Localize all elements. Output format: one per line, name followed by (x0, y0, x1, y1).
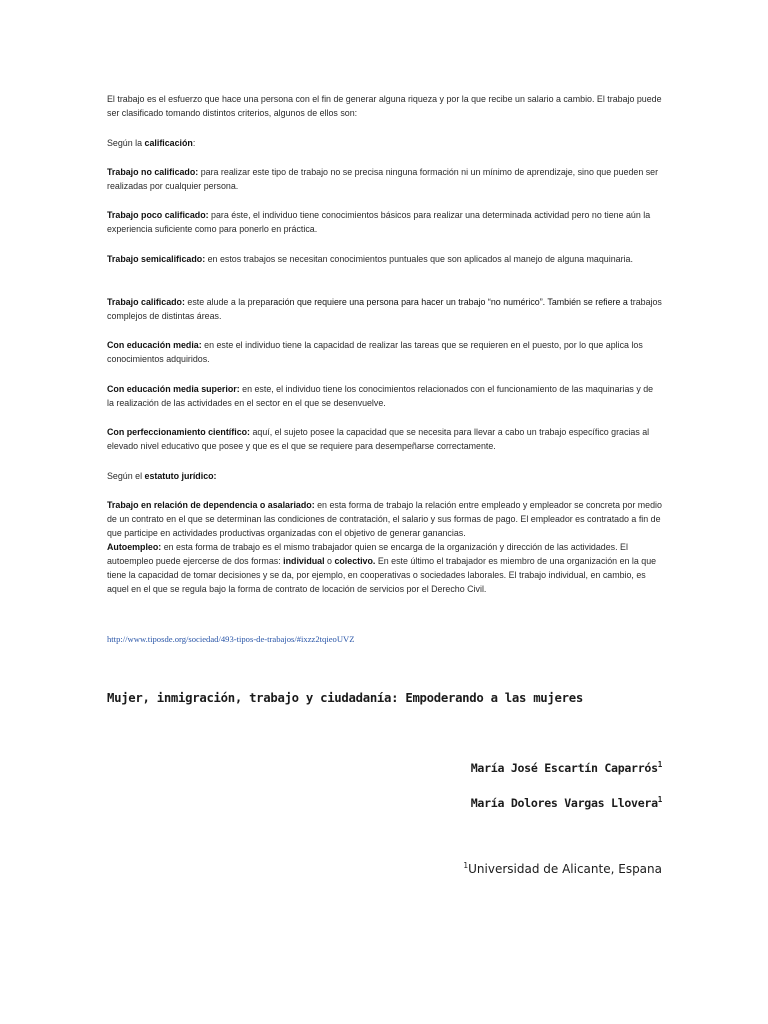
term-calificado: Trabajo calificado: (107, 297, 185, 307)
item-no-calificado: Trabajo no calificado: para realizar este tipo de trabajo no se precisa ninguna formación ni un mínimo de aprendizaje, sino que pueden ser realizadas por cualquier persona. (107, 167, 659, 191)
item-dependencia-autoempleo: Trabajo en relación de dependencia o asalariado: en esta forma de trabajo la relación entre empleado y empleador se concreta por medio de un contrato en el que se determinan las condiciones de contratación, el salario y sus formas de pago. El empleador es contratado a fin de que participe en actividades productivas organizadas con el objetivo de generar ganancias. Autoempleo: en esta forma de trabajo es el mismo trabajador quien se encarga de la organización y dirección de las actividades. El autoempleo puede ejercerse de dos formas: individual o colectivo. En este último el trabajador es miembro de una organización en la que tiene la capacidad de tomar decisiones y se da, por ejemplo, en cooperativas o sociedades laborales. El trabajo individual, en cambio, es aquel en el que se regula bajo la forma de contrato de locación de servicios por el Derecho Civil. (107, 500, 662, 594)
item-educacion-media-superior: Con educación media superior: en este, el individuo tiene los conocimientos relacionados con el funcionamiento de las maquinarias y de la realización de las actividades en el sector en el que se desenvuelve. (107, 384, 654, 408)
intro-paragraph (107, 92, 662, 120)
source-link[interactable]: http://www.tiposde.org/sociedad/493-tipos-de-trabajos/#ixzz2tqieoUVZ (107, 634, 355, 644)
calificacion-term: calificación (144, 138, 193, 148)
term-autoempleo: Autoempleo: (107, 542, 162, 552)
item-perfeccionamiento-cientifico: Con perfeccionamiento científico: aquí, el sujeto posee la capacidad que se necesita para llevar a cabo un trabajo específico gracias al elevado nivel educativo que posee y que es el que se requiere para desempeñarse correctamente. (107, 427, 650, 451)
term-perfeccionamiento-cientifico: Con perfeccionamiento científico: (107, 427, 251, 437)
author-1: María José Escartín Caparrós$^1$ (470, 760, 662, 775)
item-calificado: Trabajo calificado: este alude a la preparación que requiere una persona para hacer un trabajo “no numérico”. También se refiere a trabajos complejos de distintas áreas. (107, 297, 662, 321)
term-poco-calificado: Trabajo poco calificado: (107, 210, 209, 220)
term-educacion-media: Con educación media: (107, 340, 202, 350)
term-semicalificado: Trabajo semicalificado: (107, 254, 206, 264)
section-calificacion: Según la calificación: (107, 138, 196, 148)
item-educacion-media: Con educación media: en este el individuo tiene la capacidad de realizar las tareas que se requieren en el puesto, por lo que aplica los conocimientos adquiridos. (107, 340, 643, 364)
intro-text: El trabajo es el esfuerzo que hace una persona con el fin de generar alguna riqueza y por la que recibe un salario a cambio. El trabajo puede ser clasificado tomando distintos criterios, algunos de ellos son: (107, 94, 662, 118)
author-2: María Dolores Vargas Llovera$^1$ (470, 795, 662, 810)
term-no-calificado: Trabajo no calificado: (107, 167, 199, 177)
term-educacion-media-superior: Con educación media superior: (107, 384, 240, 394)
affiliation: $^1$Universidad de Alicante, Espana (463, 861, 662, 876)
section-estatuto: Según el estatuto jurídico: (107, 471, 217, 481)
article-title: Mujer, inmigración, trabajo y ciudadanía: Empoderando a las mujeres (107, 691, 583, 705)
estatuto-term: estatuto jurídico: (144, 471, 217, 481)
item-semicalificado: Trabajo semicalificado: en estos trabajos se necesitan conocimientos puntuales que son aplicados al manejo de alguna maquinaria. (107, 254, 633, 264)
term-dependencia: Trabajo en relación de dependencia o asalariado: (107, 500, 315, 510)
item-poco-calificado: Trabajo poco calificado: para éste, el individuo tiene conocimientos básicos para realizar una determinada actividad pero no tiene aún la experiencia suficiente como para ponerlo en práctica. (107, 210, 651, 234)
